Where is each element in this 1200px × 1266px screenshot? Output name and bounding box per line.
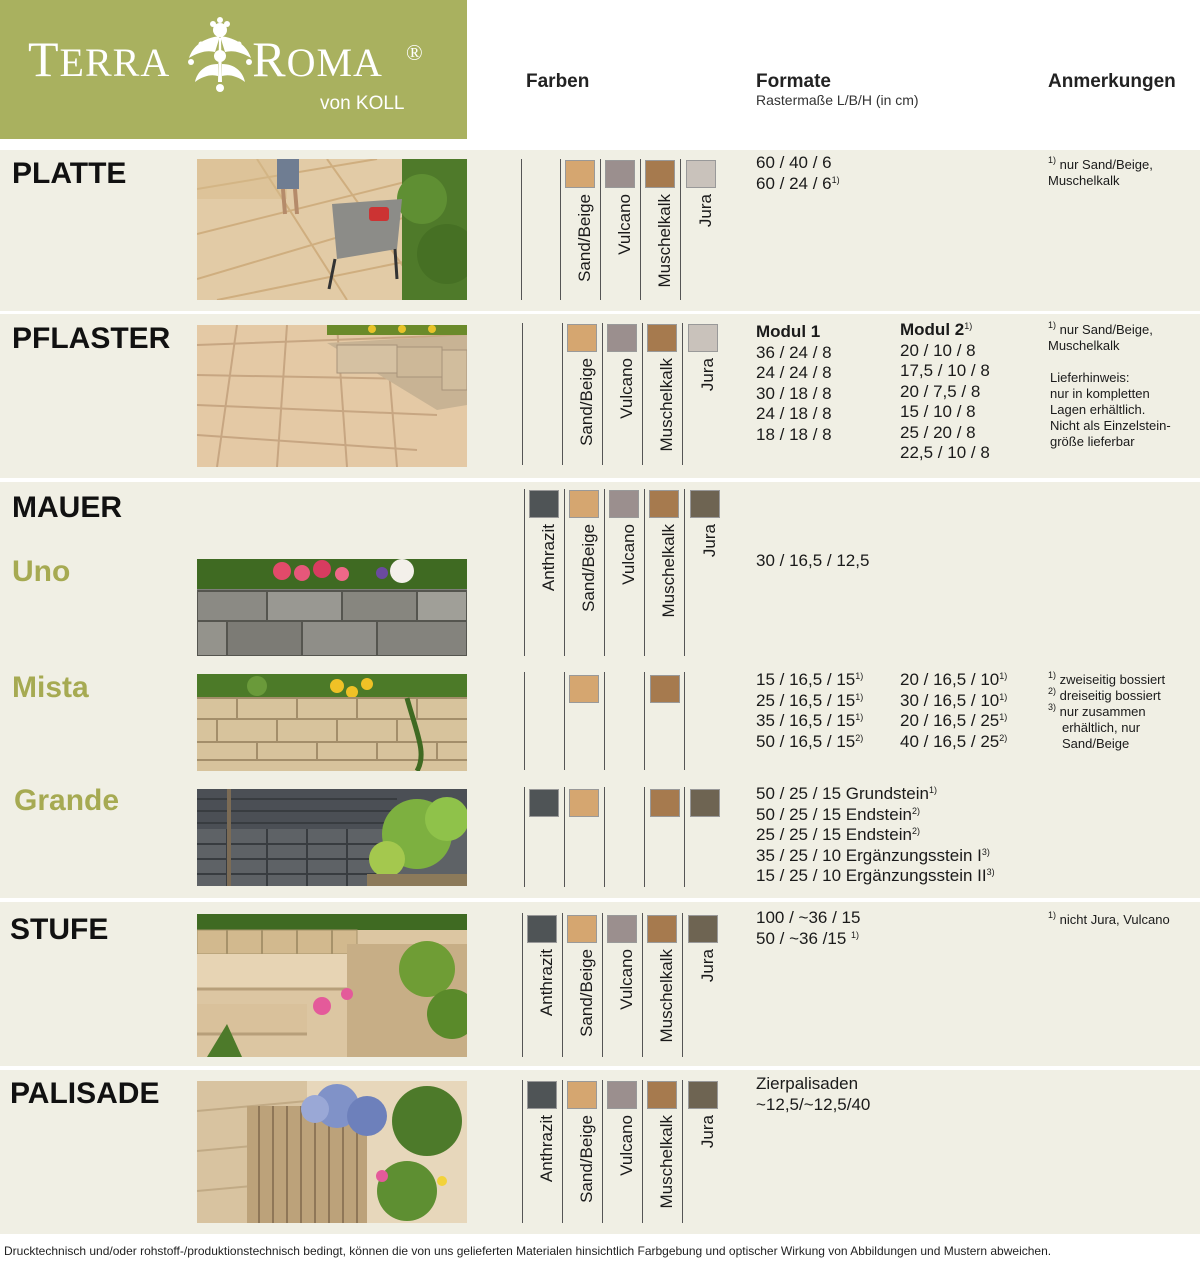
swatch-sand [569, 490, 599, 518]
divider [522, 913, 523, 1057]
divider [524, 672, 525, 770]
divider [524, 489, 525, 656]
note: $^{3)}$ nur zusammen erhältlich, nur Sand/Beige [1048, 702, 1146, 751]
divider [642, 913, 643, 1057]
swatch-muschelkalk [647, 915, 677, 943]
format-item: 15 / 10 / 8 [900, 402, 976, 421]
divider [684, 672, 685, 770]
color-label-vulcano: Vulcano [617, 358, 636, 419]
swatch-sand [567, 324, 597, 352]
divider [524, 787, 525, 887]
format-item: 60 / 24 / 6$^{1)}$ [756, 173, 840, 193]
swatch-sand [565, 160, 595, 188]
format-item: 35 / 16,5 / 15$^{1)}$ [756, 711, 864, 730]
uno-photo [197, 559, 467, 656]
section-platte [0, 150, 1200, 311]
divider [562, 323, 563, 465]
color-label-muschelkalk: Muschelkalk [659, 524, 678, 618]
divider [562, 1080, 563, 1223]
format-item: 18 / 18 / 8 [756, 424, 832, 444]
ornament-icon [183, 16, 257, 92]
divider [680, 159, 681, 300]
section-title: PLATTE [12, 157, 127, 190]
brand-subtitle: von KOLL [320, 93, 405, 114]
section-title: STUFE [10, 913, 109, 946]
subsection-title-uno: Uno [12, 555, 71, 588]
format-item: 25 / 25 / 15 Endstein$^{2)}$ [756, 825, 920, 844]
divider [682, 1080, 683, 1223]
notes-list [1048, 672, 1198, 752]
section-stufe [0, 902, 1200, 1066]
format-item: 100 / ~36 / 15 [756, 908, 861, 927]
divider [560, 159, 561, 300]
note: $^{2)}$ dreiseitig bossiert [1048, 686, 1161, 703]
format-item: 15 / 16,5 / 15$^{1)}$ [756, 670, 864, 689]
brand-name: TERRA ROMA [28, 31, 383, 87]
section-title: PALISADE [10, 1077, 160, 1110]
format-item: 25 / 16,5 / 15$^{1)}$ [756, 690, 864, 710]
divider [644, 787, 645, 887]
modul-title: Modul 1 [756, 322, 821, 341]
format-item: 50 / ~36 /15 $^{1)}$ [756, 928, 860, 948]
swatch-anthrazit [529, 789, 559, 817]
platte-photo [197, 159, 467, 300]
grande-photo [197, 789, 467, 886]
color-label-vulcano: Vulcano [617, 949, 636, 1010]
color-label-muschelkalk: Muschelkalk [655, 194, 674, 288]
format-list [756, 153, 840, 194]
swatch-sand [567, 915, 597, 943]
color-label-muschelkalk: Muschelkalk [657, 949, 676, 1043]
format-item: 25 / 20 / 8 [900, 422, 976, 442]
registered-mark: ® [406, 40, 423, 65]
format-item: 20 / 10 / 8 [900, 340, 976, 360]
swatch-jura [688, 324, 718, 352]
format-list [756, 784, 995, 887]
format-list [756, 1074, 870, 1115]
section-title: MAUER [12, 491, 122, 524]
format-item: ~12,5/~12,5/40 [756, 1094, 871, 1114]
divider [602, 1080, 603, 1223]
color-label-vulcano: Vulcano [619, 524, 638, 585]
color-label-sand: Sand/Beige [577, 358, 596, 446]
color-label-jura: Jura [698, 1115, 717, 1149]
section-palisade [0, 1070, 1200, 1234]
swatch-vulcano [607, 324, 637, 352]
format-item: 35 / 25 / 10 Ergänzungsstein $I^{3)}$ [756, 845, 990, 865]
format-item: 20 / 16,5 / 25$^{1)}$ [900, 711, 1008, 730]
divider [602, 913, 603, 1057]
disclaimer-footer: Drucktechnisch und/oder rohstoff-/produktionstechnisch bedingt, können die von uns gelieferten Materialen hinsichtlich Farbgebung und optischer Wirkung von Abbildungen und Mustern abweichen. [4, 1244, 1052, 1258]
format-list-modul2 [900, 320, 990, 464]
divider [562, 913, 563, 1057]
color-label-muschelkalk: Muschelkalk [657, 358, 676, 452]
divider [604, 672, 605, 770]
stufe-photo [197, 914, 467, 1057]
divider [682, 913, 683, 1057]
note: $^{1)}$ zweiseitig bossiert [1048, 670, 1166, 687]
swatch-muschelkalk [649, 490, 679, 518]
swatch-vulcano [609, 490, 639, 518]
color-label-sand: Sand/Beige [575, 194, 594, 282]
column-heading-colors: Farben [526, 71, 590, 92]
format-list-col2 [900, 670, 1007, 752]
format-item: 24 / 18 / 8 [756, 404, 832, 423]
format-item: Zierpalisaden [756, 1074, 859, 1093]
section-title: PFLASTER [12, 322, 171, 355]
swatch-anthrazit [527, 915, 557, 943]
swatch-sand [569, 675, 599, 703]
format-item: 17,5 / 10 / 8 [900, 361, 990, 380]
color-label-jura: Jura [698, 358, 717, 392]
swatch-muschelkalk [647, 1081, 677, 1109]
divider [564, 787, 565, 887]
divider [684, 489, 685, 656]
swatch-vulcano [607, 1081, 637, 1109]
format-item: 30 / 18 / 8 [756, 383, 832, 403]
divider [604, 787, 605, 887]
brand-logo-panel [0, 0, 467, 139]
swatch-jura [690, 490, 720, 518]
format-item: 40 / 16,5 / 25$^{2)}$ [900, 731, 1008, 751]
format-item: 22,5 / 10 / 8 [900, 443, 990, 462]
swatch-anthrazit [529, 490, 559, 518]
note: $^{1)}$ nur Sand/Beige, Muschelkalk [1048, 155, 1153, 188]
divider [684, 787, 685, 887]
color-label-sand: Sand/Beige [577, 1115, 596, 1203]
format-list [756, 908, 860, 949]
divider [521, 159, 522, 300]
section-pflaster [0, 314, 1200, 478]
divider [644, 672, 645, 770]
palisade-photo [197, 1081, 467, 1223]
column-heading-formats: Formate [756, 71, 831, 92]
swatch-jura [690, 789, 720, 817]
swatch-jura [686, 160, 716, 188]
color-label-jura: Jura [698, 949, 717, 983]
divider [564, 489, 565, 656]
format-item: 50 / 25 / 15 Endstein$^{2)}$ [756, 804, 920, 824]
divider [642, 1080, 643, 1223]
divider [564, 672, 565, 770]
swatch-sand [569, 789, 599, 817]
format-item: 36 / 24 / 8 [756, 342, 832, 362]
swatch-jura [688, 1081, 718, 1109]
format-item: 50 / 16,5 / 15$^{2)}$ [756, 731, 864, 751]
divider [644, 489, 645, 656]
color-label-anthrazit: Anthrazit [539, 524, 558, 592]
delivery-note: Lieferhinweis: nur in kompletten Lagen erhältlich. Nicht als Einzelstein- größe lieferbar [1050, 370, 1171, 449]
divider [640, 159, 641, 300]
note: $^{1)}$ nicht Jura, Vulcano [1048, 910, 1170, 927]
divider [522, 1080, 523, 1223]
swatch-muschelkalk [650, 789, 680, 817]
swatch-sand [567, 1081, 597, 1109]
color-label-sand: Sand/Beige [579, 524, 598, 612]
color-label-anthrazit: Anthrazit [537, 1115, 556, 1183]
swatch-muschelkalk [647, 324, 677, 352]
section-mauer [0, 482, 1200, 898]
format-item: 30 / 16,5 / 12,5 [756, 551, 870, 570]
swatch-anthrazit [527, 1081, 557, 1109]
format-item: 50 / 25 / 15 Grundstein$^{1)}$ [756, 784, 937, 803]
swatch-muschelkalk [645, 160, 675, 188]
divider [604, 489, 605, 656]
format-list-col1 [756, 670, 863, 752]
divider [602, 323, 603, 465]
color-label-anthrazit: Anthrazit [537, 949, 556, 1017]
format-item: 24 / 24 / 8 [756, 363, 832, 382]
color-label-muschelkalk: Muschelkalk [657, 1115, 676, 1209]
subsection-title-mista: Mista [12, 671, 89, 704]
pflaster-photo [197, 325, 467, 467]
format-list-modul1 [756, 322, 832, 445]
subsection-title-grande: Grande [14, 784, 120, 817]
color-label-vulcano: Vulcano [617, 1115, 636, 1176]
swatch-jura [688, 915, 718, 943]
color-label-vulcano: Vulcano [615, 194, 634, 255]
format-item: 20 / 16,5 / 10$^{1)}$ [900, 670, 1008, 689]
divider [600, 159, 601, 300]
format-item: 30 / 16,5 / 10$^{1)}$ [900, 690, 1008, 710]
swatch-vulcano [605, 160, 635, 188]
swatch-vulcano [607, 915, 637, 943]
color-label-jura: Jura [696, 194, 715, 228]
column-subheading-formats: Rastermaße L/B/H (in cm) [756, 92, 919, 108]
divider [522, 323, 523, 465]
column-heading-notes: Anmerkungen [1048, 71, 1176, 92]
swatch-muschelkalk [650, 675, 680, 703]
format-item: 20 / 7,5 / 8 [900, 381, 981, 401]
modul-title: Modul 2$^{1)}$ [900, 320, 973, 339]
color-label-jura: Jura [700, 524, 719, 558]
note: $^{1)}$ nur Sand/Beige, Muschelkalk [1048, 320, 1153, 353]
mista-photo [197, 674, 467, 771]
divider [682, 323, 683, 465]
divider [642, 323, 643, 465]
format-item: 60 / 40 / 6 [756, 153, 832, 172]
format-item: 15 / 25 / 10 Ergänzungsstein II$^{3)}$ [756, 866, 995, 885]
color-label-sand: Sand/Beige [577, 949, 596, 1037]
